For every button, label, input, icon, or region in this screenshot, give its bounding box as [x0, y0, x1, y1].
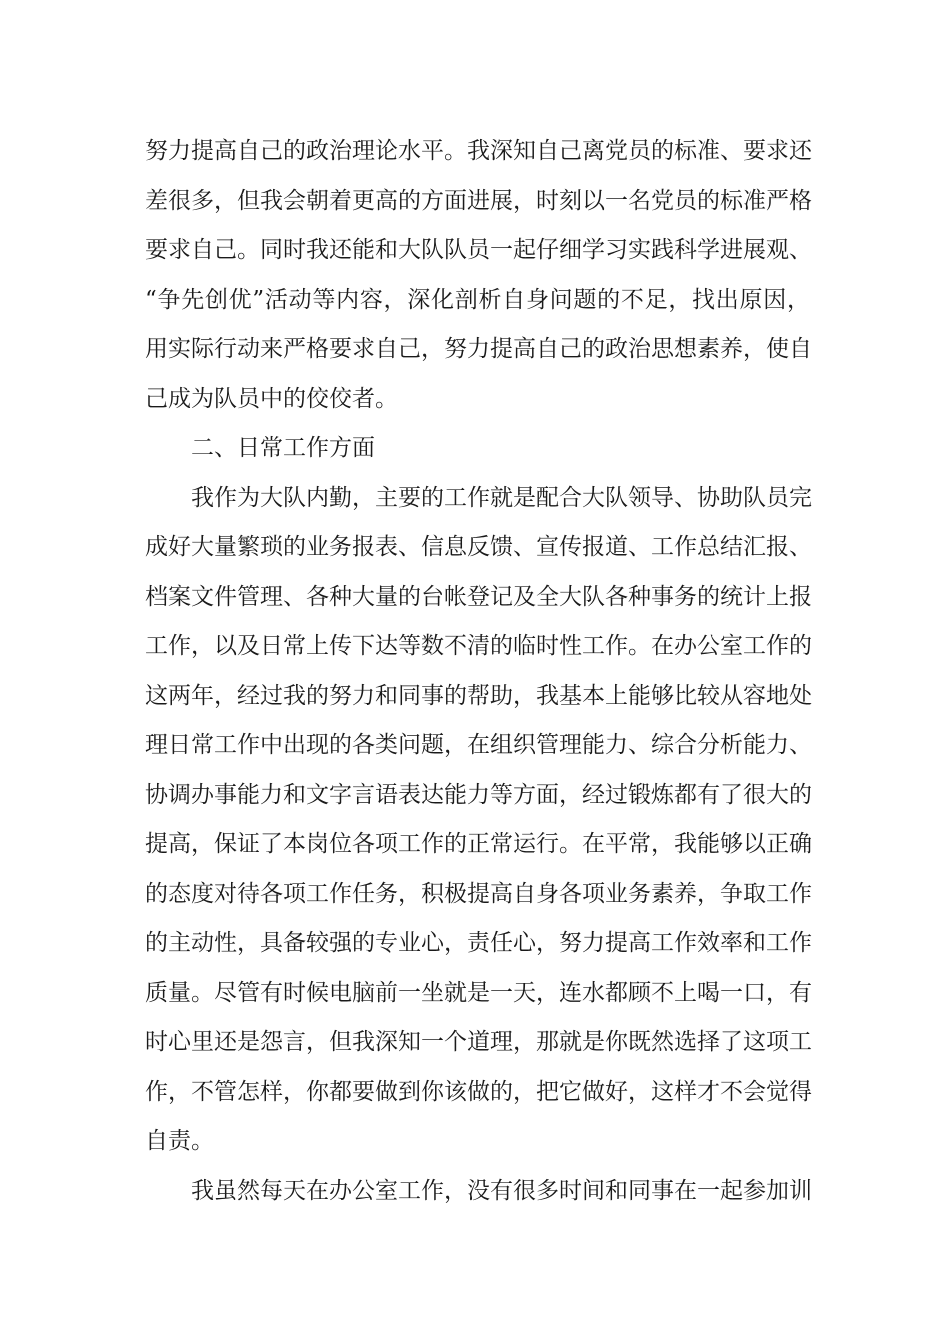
text-line: 己成为队员中的佼佼者。: [145, 385, 398, 412]
text-line: 工作，以及日常上传下达等数不清的临时性工作。在办公室工作的: [145, 633, 812, 659]
text-line: 协调办事能力和文字言语表达能力等方面，经过锻炼都有了很大的: [145, 781, 812, 808]
text-line: 差很多，但我会朝着更高的方面进展，时刻以一名党员的标准严格: [145, 187, 812, 214]
body-text: [145, 127, 810, 1216]
text-line: 我虽然每天在办公室工作，没有很多时间和同事在一起参加训: [191, 1177, 812, 1204]
text-line: 我作为大队内勤，主要的工作就是配合大队领导、协助队员完: [191, 484, 812, 511]
text-line: 提高，保证了本岗位各项工作的正常运行。在平常，我能够以正确: [145, 831, 812, 857]
text-line: 作，不管怎样，你都要做到你该做的，把它做好，这样才不会觉得: [145, 1078, 812, 1105]
text-line: 成好大量繁琐的业务报表、信息反馈、宣传报道、工作总结汇报、: [145, 534, 812, 560]
text-line: 的态度对待各项工作任务，积极提高自身各项业务素养，争取工作: [145, 880, 812, 907]
text-line: 这两年，经过我的努力和同事的帮助，我基本上能够比较从容地处: [145, 682, 812, 709]
text-line: “争先创优”活动等内容，深化剖析自身问题的不足，找出原因，: [145, 286, 810, 313]
text-line: 要求自己。同时我还能和大队队员一起仔细学习实践科学进展观、: [145, 237, 812, 263]
text-line: 努力提高自己的政治理论水平。我深知自己离党员的标准、要求还: [145, 138, 812, 164]
text-line: 质量。尽管有时候电脑前一坐就是一天，连水都顾不上喝一口，有: [145, 979, 812, 1006]
text-line: 自责。: [145, 1128, 214, 1154]
text-line: 的主动性，具备较强的专业心，责任心，努力提高工作效率和工作: [145, 930, 812, 956]
text-line: 用实际行动来严格要求自己，努力提高自己的政治思想素养，使自: [145, 336, 812, 362]
text-line: 时心里还是怨言，但我深知一个道理，那就是你既然选择了这项工: [145, 1029, 812, 1055]
text-line: 档案文件管理、各种大量的台帐登记及全大队各种事务的统计上报: [145, 583, 812, 610]
section-heading: 二、日常工作方面: [191, 435, 375, 461]
text-line: 理日常工作中出现的各类问题，在组织管理能力、综合分析能力、: [145, 732, 812, 758]
